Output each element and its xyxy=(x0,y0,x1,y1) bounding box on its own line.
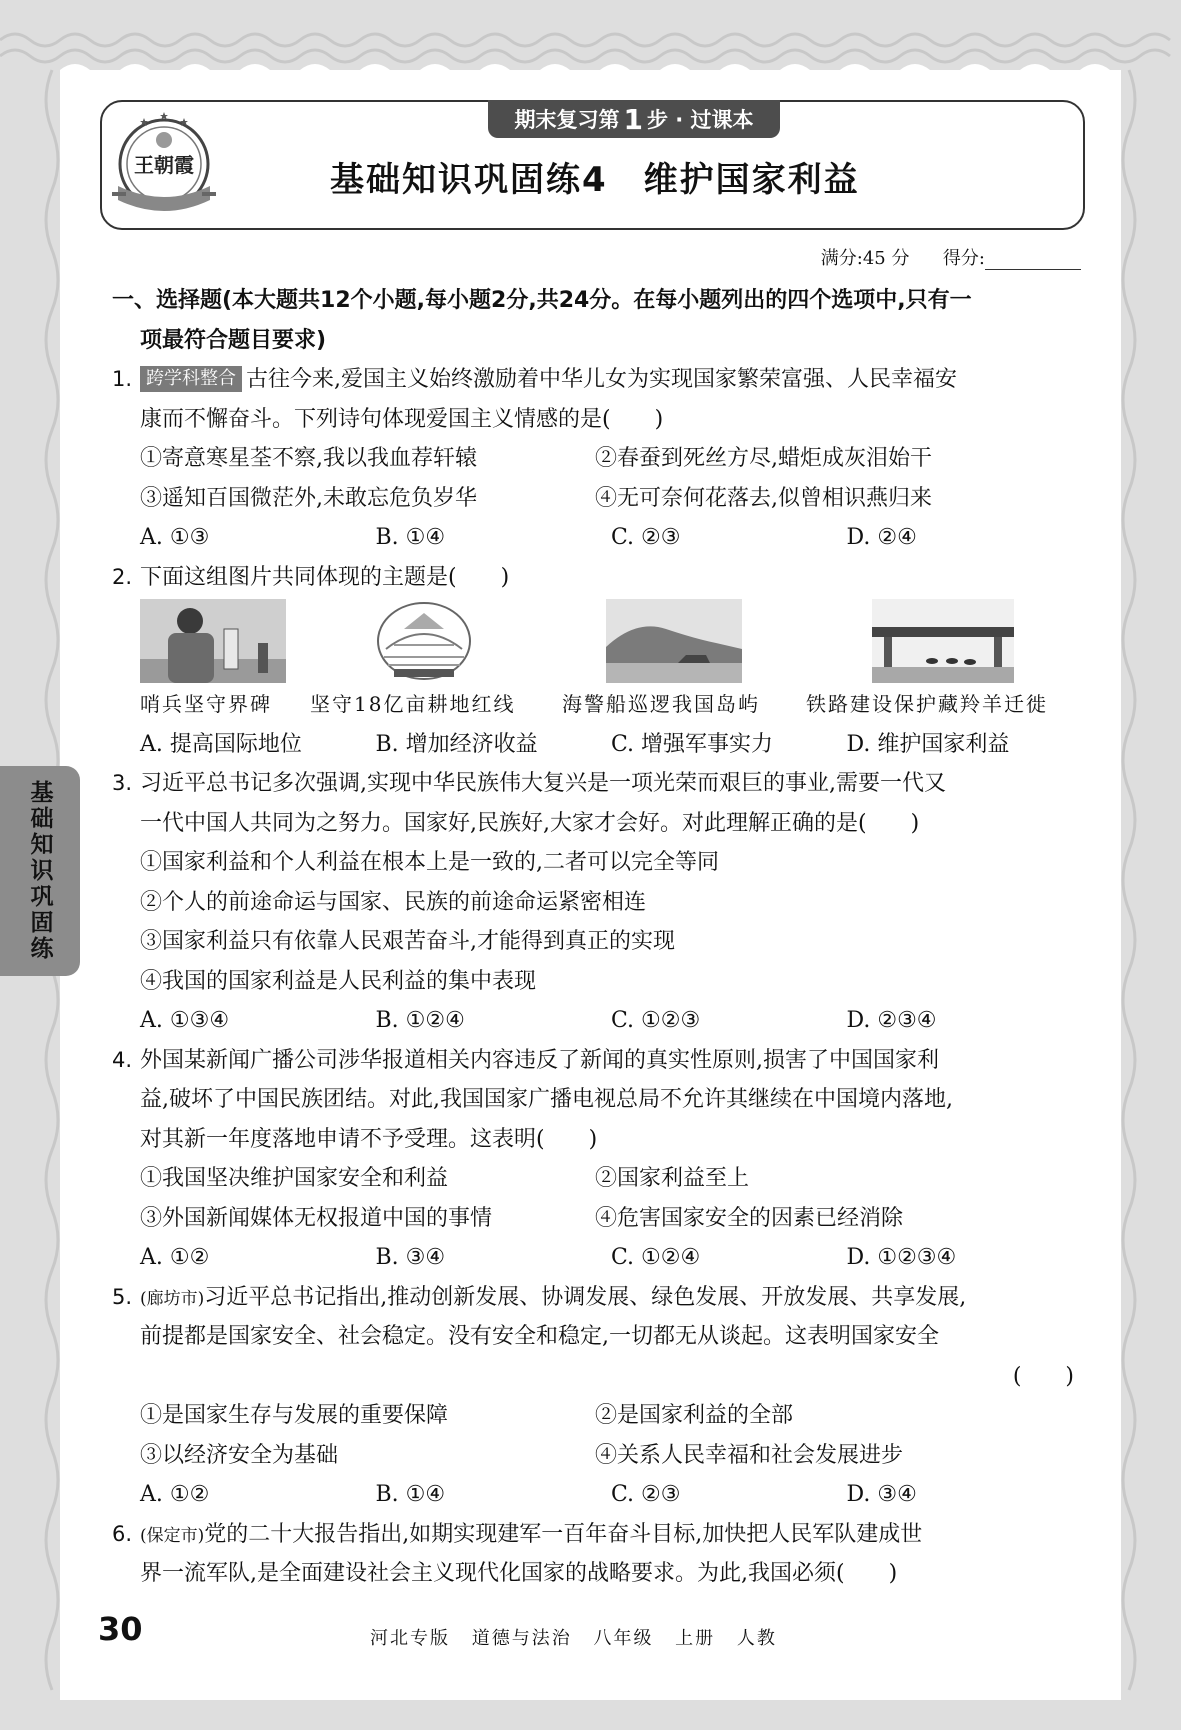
publisher-logo-icon xyxy=(104,108,224,220)
option-c[interactable]: C. ①②③ xyxy=(611,1008,701,1033)
question-2: 2. 下面这组图片共同体现的主题是( ) xyxy=(112,564,510,590)
footer-book-info: 河北专版 道德与法治 八年级 上册 人教 xyxy=(370,1628,777,1649)
option-b[interactable]: B. ①④ xyxy=(375,525,446,550)
option-b[interactable]: B. 增加经济收益 xyxy=(375,731,538,757)
q4-items-row2: ③外国新闻媒体无权报道中国的事情 ④危害国家安全的因素已经消除 xyxy=(140,1205,904,1231)
option-d[interactable]: D. ②③④ xyxy=(846,1008,937,1033)
step-prefix: 期末复习第 xyxy=(514,108,620,132)
page-number: 30 xyxy=(98,1610,143,1648)
page-title: 基础知识巩固练4 维护国家利益 xyxy=(330,160,860,200)
option-b[interactable]: B. ①④ xyxy=(375,1482,446,1507)
question-4-stem: 益,破坏了中国民族团结。对此,我国国家广播电视总局不允许其继续在中国境内落地, xyxy=(140,1087,953,1112)
option-d[interactable]: D. ③④ xyxy=(846,1482,917,1507)
option-d[interactable]: D. ②④ xyxy=(846,525,917,550)
q3-item: ④我国的国家利益是人民利益的集中表现 xyxy=(140,968,537,994)
q4-options xyxy=(112,1238,1082,1278)
exercise-content xyxy=(112,281,1082,1594)
question-5-stem: 前提都是国家安全、社会稳定。没有安全和稳定,一切都无从谈起。这表明国家安全 xyxy=(140,1324,939,1349)
q1-items-row1: ①寄意寒星荃不察,我以我血荐轩辕 ②春蚕到死丝方尽,蜡炬成灰泪始干 xyxy=(140,446,932,471)
sentry-boundary-photo xyxy=(140,599,286,683)
full-score: 满分:45 分 xyxy=(820,248,910,269)
q2-captions: 哨兵坚守界碑 坚守18亿亩耕地红线 海警船巡逻我国岛屿 铁路建设保护藏羚羊迁徙 xyxy=(140,692,1048,716)
option-b[interactable]: B. ③④ xyxy=(375,1245,446,1270)
option-d[interactable]: D. 维护国家利益 xyxy=(846,731,1010,757)
review-step-banner xyxy=(488,100,780,138)
question-3: 3. 习近平总书记多次强调,实现中华民族伟大复兴是一项光荣而艰巨的事业,需要一代又 xyxy=(112,771,946,796)
q5-options xyxy=(112,1475,1082,1515)
option-c[interactable]: C. 增强军事实力 xyxy=(611,731,774,757)
answer-paren[interactable]: ( ) xyxy=(1012,1363,1074,1389)
q1-options xyxy=(112,518,1082,558)
section-heading: 一、选择题(本大题共12个小题,每小题2分,共24分。在每小题列出的四个选项中,只有一 xyxy=(112,288,972,313)
svg-text:王朝霞: 王朝霞 xyxy=(134,153,194,177)
option-a[interactable]: A. ①② xyxy=(140,1245,210,1270)
option-a[interactable]: A. ①③ xyxy=(140,525,210,550)
question-6-stem: 界一流军队,是全面建设社会主义现代化国家的战略要求。为此,我国必须( ) xyxy=(140,1561,898,1586)
got-score-label: 得分: xyxy=(942,248,985,269)
score-line xyxy=(821,244,1081,270)
q2-picture-row xyxy=(140,597,1082,685)
q5-items-row1: ①是国家生存与发展的重要保障 ②是国家利益的全部 xyxy=(140,1403,794,1428)
farmland-redline-emblem xyxy=(374,599,474,683)
score-blank[interactable] xyxy=(985,253,1081,270)
region-tag: (保定市) xyxy=(140,1525,205,1546)
section-heading-cont: 项最符合题目要求) xyxy=(140,327,327,353)
q3-item: ③国家利益只有依靠人民艰苦奋斗,才能得到真正的实现 xyxy=(140,929,675,954)
side-chapter-tab: 基础知识巩固练 xyxy=(0,766,80,976)
option-a[interactable]: A. ①② xyxy=(140,1482,210,1507)
q1-items-row2: ③遥知百国微茫外,未敢忘危负岁华 ④无可奈何花落去,似曾相识燕归来 xyxy=(140,485,932,511)
q3-options xyxy=(112,1001,1082,1041)
option-a[interactable]: A. ①③④ xyxy=(140,1008,230,1033)
step-suffix: 步 · 过课本 xyxy=(646,108,754,132)
question-1: 1. 跨学科整合 古往今来,爱国主义始终激励着中华儿女为实现国家繁荣富强、人民幸福安 xyxy=(112,367,957,392)
interdisciplinary-tag: 跨学科整合 xyxy=(140,366,242,392)
option-d[interactable]: D. ①②③④ xyxy=(846,1245,957,1270)
q3-item: ②个人的前途命运与国家、民族的前途命运紧密相连 xyxy=(140,889,647,915)
step-number: 1 xyxy=(623,102,643,136)
option-c[interactable]: C. ②③ xyxy=(611,1482,681,1507)
coast-guard-photo xyxy=(606,599,742,683)
q2-options xyxy=(112,725,1082,765)
option-c[interactable]: C. ①②④ xyxy=(611,1245,701,1270)
q5-items-row2: ③以经济安全为基础 ④关系人民幸福和社会发展进步 xyxy=(140,1442,904,1468)
q3-item: ①国家利益和个人利益在根本上是一致的,二者可以完全等同 xyxy=(140,850,719,875)
q4-items-row1: ①我国坚决维护国家安全和利益 ②国家利益至上 xyxy=(140,1166,750,1191)
option-b[interactable]: B. ①②④ xyxy=(375,1008,465,1033)
question-4-stem-end: 对其新一年度落地申请不予受理。这表明( ) xyxy=(140,1126,598,1152)
option-c[interactable]: C. ②③ xyxy=(611,525,681,550)
question-4: 4. 外国某新闻广播公司涉华报道相关内容违反了新闻的真实性原则,损害了中国国家利 xyxy=(112,1047,939,1073)
question-5: 5. (廊坊市)习近平总书记指出,推动创新发展、协调发展、绿色发展、开放发展、共享发展, xyxy=(112,1284,967,1310)
question-6: 6. (保定市)党的二十大报告指出,如期实现建军一百年奋斗目标,加快把人民军队建成世 xyxy=(112,1521,923,1547)
option-a[interactable]: A. 提高国际地位 xyxy=(140,731,302,757)
region-tag: (廊坊市) xyxy=(140,1288,205,1309)
question-3-stem: 一代中国人共同为之努力。国家好,民族好,大家才会好。对此理解正确的是( ) xyxy=(140,810,920,836)
question-1-stem: 康而不懈奋斗。下列诗句体现爱国主义情感的是( ) xyxy=(140,406,664,432)
railway-antelope-photo xyxy=(872,599,1014,683)
